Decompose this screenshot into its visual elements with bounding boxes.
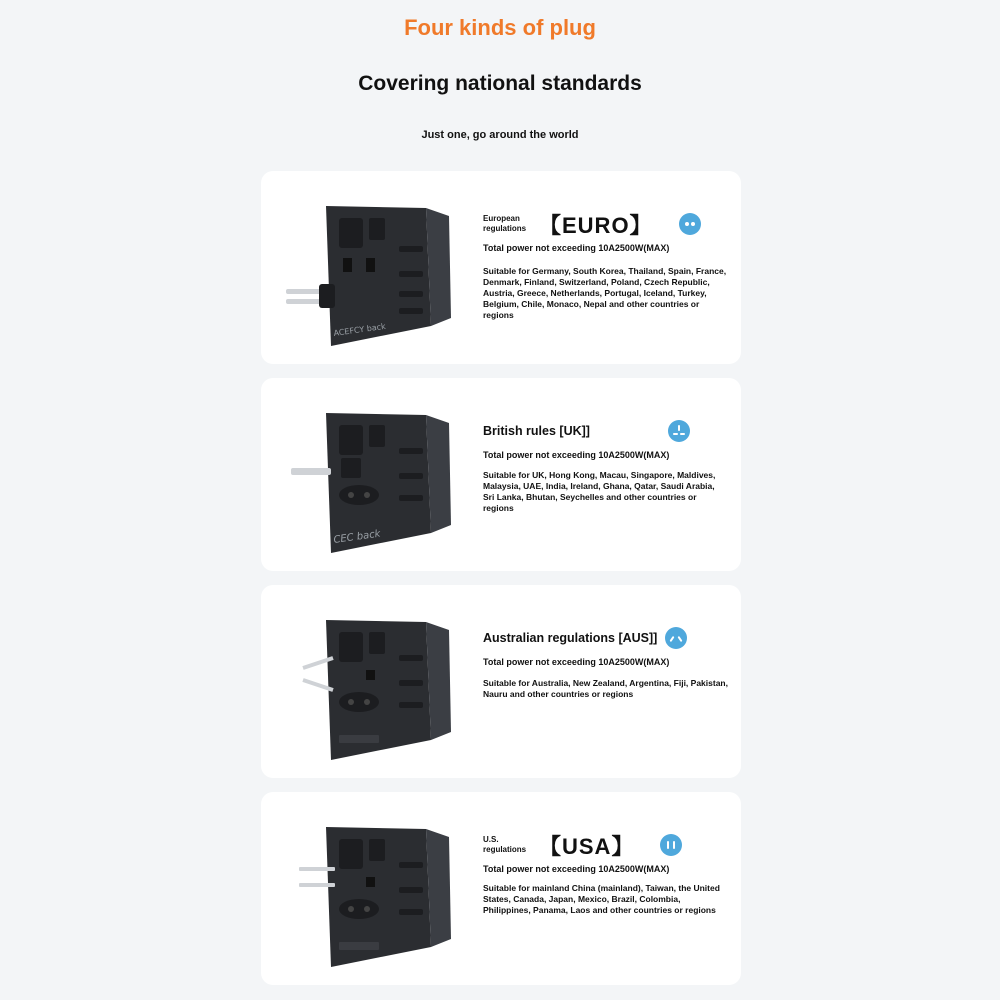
euro-plug-card: [261, 171, 741, 364]
plug-code: 【USA】: [539, 833, 635, 859]
uk-plug-icon: [668, 420, 690, 442]
plug-name: Australian regulations [AUS]]: [483, 631, 658, 645]
region-label: U.S. regulations: [483, 835, 527, 854]
usa-plug-card: [261, 792, 741, 985]
uk-plug-card: [261, 378, 741, 571]
plug-name: British rules [UK]]: [483, 424, 590, 438]
page-title: Four kinds of plug: [404, 15, 596, 40]
euro-adapter-image: [281, 196, 461, 356]
page-subtitle: Covering national standards: [358, 72, 642, 95]
power-spec: Total power not exceeding 10A2500W(MAX): [483, 657, 670, 667]
device-label: CEC back: [332, 528, 382, 546]
plug-code: 【EURO】: [539, 212, 653, 238]
aus-adapter-image: [281, 610, 461, 770]
usa-plug-icon: [660, 834, 682, 856]
device-label: ACEFCY back: [333, 321, 387, 338]
tagline: Just one, go around the world: [421, 129, 579, 141]
country-list: Suitable for UK, Hong Kong, Macau, Singapore, Maldives, Malaysia, UAE, India, Ireland, Ghana, Qatar, Saudi Arabia, Sri Lanka, Bhutan, Seychelles and other countries or regions: [483, 470, 716, 513]
power-spec: Total power not exceeding 10A2500W(MAX): [483, 450, 670, 460]
country-list: Suitable for Germany, South Korea, Thailand, Spain, France, Denmark, Finland, Switzerland, Poland, Czech Republic, Austria, Greece, Netherlands, Portugal, Iceland, Turkey, Belgium, Chile, Monaco, Nepal and other countries or regions: [483, 266, 727, 320]
aus-plug-card: [261, 585, 741, 778]
country-list: Suitable for Australia, New Zealand, Argentina, Fiji, Pakistan, Nauru and other countries or regions: [483, 678, 728, 699]
power-spec: Total power not exceeding 10A2500W(MAX): [483, 243, 670, 253]
usa-adapter-image: [281, 817, 461, 977]
euro-plug-icon: [679, 213, 701, 235]
country-list: Suitable for mainland China (mainland), Taiwan, the United States, Canada, Japan, Mexico, Brazil, Colombia, Philippines, Panama, Laos and other countries or regions: [483, 883, 720, 915]
uk-adapter-image: [281, 403, 461, 563]
power-spec: Total power not exceeding 10A2500W(MAX): [483, 864, 670, 874]
region-label: European regulations: [483, 214, 527, 233]
aus-plug-icon: [665, 627, 687, 649]
